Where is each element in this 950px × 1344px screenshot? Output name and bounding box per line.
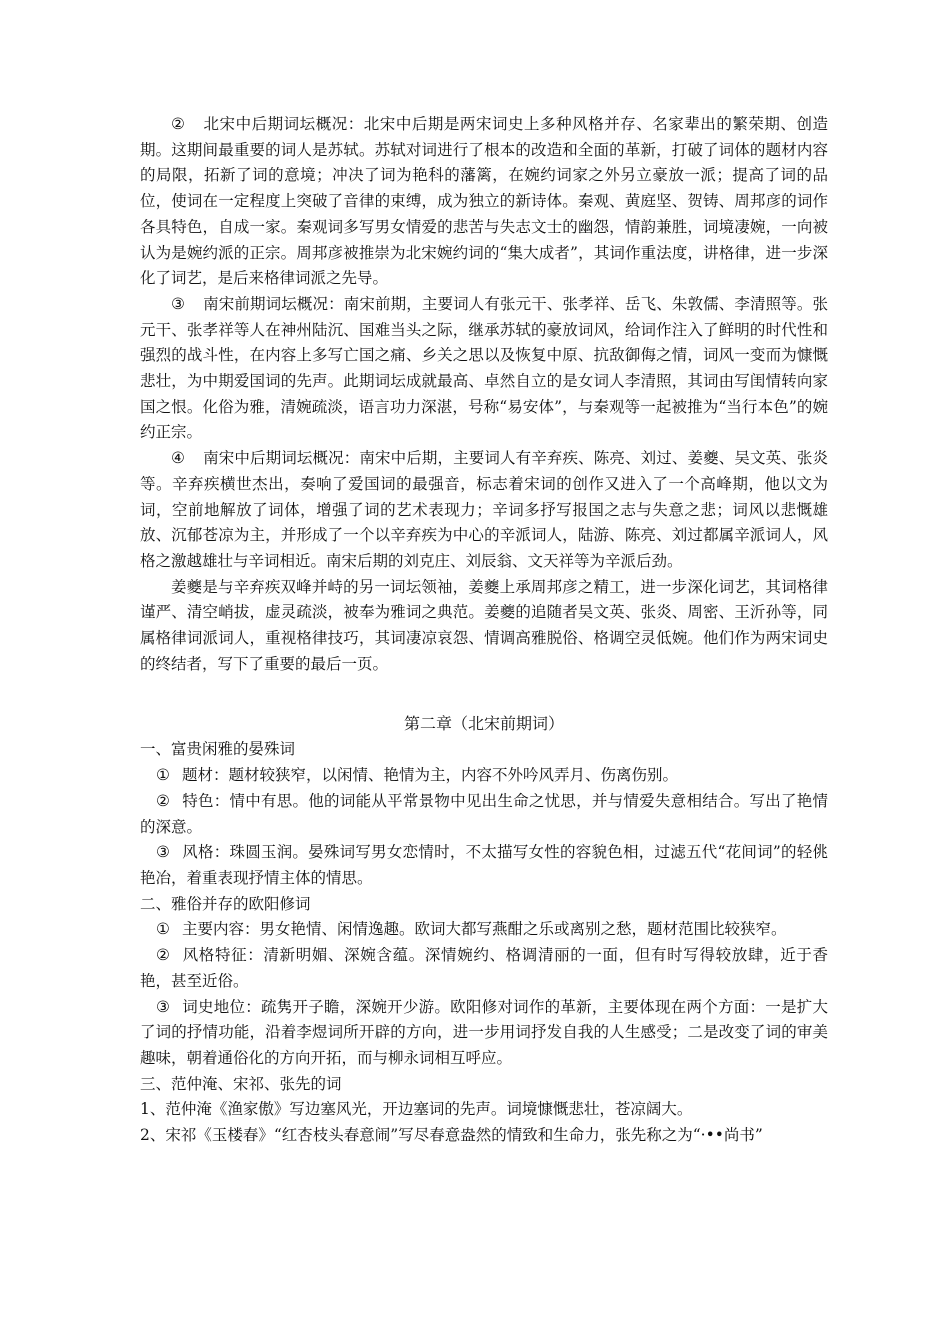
item-text: 主要内容：男女艳情、闲情逸趣。欧词大都写燕酣之乐或离别之愁，题材范围比较狭窄。	[182, 920, 787, 939]
section-heading-yan-shu: 一、富贵闲雅的晏殊词	[140, 740, 296, 759]
item-marker: ②	[156, 791, 170, 810]
item-marker: ③	[156, 997, 170, 1016]
list-item	[140, 943, 828, 994]
paragraph-text: 南宋中后期词坛概况：南宋中后期，主要词人有辛弃疾、陈亮、刘过、姜夔、吴文英、张炎等。辛弃疾横世杰出，奏响了爱国词的最强音，标志着宋词的创作又进入了一个高峰期，他以文为词，空前地解放了词体，增强了词的艺术表现力；辛词多抒写报国之志与失意之悲；词风以悲慨雄放、沉郁苍凉为主，并形成了一个以辛弃疾为中心的辛派词人，陆游、陈亮、刘过都属辛派词人，风格之激越雄壮与辛词相近。南宋后期的刘克庄、刘辰翁、文天祥等为辛派后劲。	[140, 449, 828, 570]
paragraph-number: ②	[171, 115, 185, 133]
item-text: 题材：题材较狭窄，以闲情、艳情为主，内容不外吟风弄月、伤离伤别。	[182, 766, 679, 785]
item-marker: ①	[156, 920, 170, 939]
list-item	[140, 917, 828, 943]
paragraph-text: 姜夔是与辛弃疾双峰并峙的另一词坛领袖，姜夔上承周邦彦之精工，进一步深化词艺，其词格律谨严、清空峭拔，虚灵疏淡，被奉为雅词之典范。姜夔的追随者吴文英、张炎、周密、王沂孙等，同属格律词派词人，重视格律技巧，其词凄凉哀怨、情调高雅脱俗、格调空灵低婉。他们作为两宋词史的终结者，写下了重要的最后一页。	[140, 577, 828, 673]
item-text: 风格：珠圆玉润。晏殊词写男女恋情时，不太描写女性的容貌色相，过滤五代“花间词”的轻佻艳冶，着重表现抒情主体的情思。	[140, 843, 828, 887]
paragraph-southern-song-mid-late	[140, 446, 828, 575]
list-item	[140, 763, 828, 789]
section-heading-ouyang-xiu: 二、雅俗并存的欧阳修词	[140, 894, 311, 913]
paragraph-jiang-kui	[140, 575, 828, 678]
list-item	[140, 840, 828, 891]
paragraph-text: 北宋中后期词坛概况：北宋中后期是两宋词史上多种风格并存、名家辈出的繁荣期、创造期。这期间最重要的词人是苏轼。苏轼对词进行了根本的改造和全面的革新，打破了词体的题材内容的局限，拓新了词的意境；冲决了词为艳科的藩篱，在婉约词家之外另立豪放一派；提高了词的品位，使词在一定程度上突破了音律的束缚，成为独立的新诗体。秦观、黄庭坚、贺铸、周邦彦的词作各具特色，自成一家。秦观词多写男女情爱的悲苦与失志文士的幽怨，情韵兼胜，词境凄婉，一向被认为是婉约派的正宗。周邦彦被推崇为北宋婉约词的“集大成者”，其词作重法度，讲格律，进一步深化了词艺，是后来格律词派之先导。	[140, 115, 828, 288]
paragraph-number: ③	[171, 294, 185, 313]
paragraph-text: 南宋前期词坛概况：南宋前期，主要词人有张元干、张孝祥、岳飞、朱敦儒、李清照等。张元干、张孝祥等人在神州陆沉、国难当头之际，继承苏轼的豪放词风，给词作注入了鲜明的时代性和强烈的战斗性，在内容上多写亡国之痛、乡关之思以及恢复中原、抗敌御侮之情，词风一变而为慷慨悲壮，为中期爱国词的先声。此期词坛成就最高、卓然自立的是女词人李清照，其词由写闺情转向家国之恨。化俗为雅，清婉疏淡，语言功力深湛，号称“易安体”，与秦观等一起被推为“当行本色”的婉约正宗。	[140, 294, 828, 442]
list-item	[140, 995, 828, 1072]
item-marker: ①	[156, 766, 170, 785]
item-text: 特色：情中有思。他的词能从平常景物中见出生命之忧思，并与情爱失意相结合。写出了艳情的深意。	[140, 791, 828, 836]
item-marker: ③	[156, 843, 170, 862]
document-page	[140, 112, 828, 1149]
numbered-line: 2、宋祁《玉楼春》“红杏枝头春意闹”写尽春意盎然的情致和生命力，张先称之为“·••尚书”	[140, 1126, 763, 1145]
paragraph-number: ④	[171, 449, 185, 468]
item-marker: ②	[156, 946, 170, 965]
section-heading-fan-song-zhang: 三、范仲淹、宋祁、张先的词	[140, 1074, 342, 1093]
item-text: 词史地位：疏隽开子瞻，深婉开少游。欧阳修对词作的革新，主要体现在两个方面：一是扩大了词的抒情功能，沿着李煜词所开辟的方向，进一步用词抒发自我的人生感受；二是改变了词的审美趣味，朝着通俗化的方向开拓，而与柳永词相互呼应。	[140, 997, 828, 1067]
paragraph-northern-song-mid-late	[140, 112, 828, 292]
numbered-line: 1、范仲淹《渔家傲》写边塞风光，开边塞词的先声。词境慷慨悲壮，苍凉阔大。	[140, 1100, 693, 1119]
chapter-title: 第二章（北宋前期词）	[403, 714, 564, 734]
item-text: 风格特征：清新明媚、深婉含蕴。深情婉约、格调清丽的一面，但有时写得较放肆，近于香艳，甚至近俗。	[140, 946, 828, 990]
paragraph-southern-song-early	[140, 292, 828, 446]
list-item	[140, 789, 828, 840]
